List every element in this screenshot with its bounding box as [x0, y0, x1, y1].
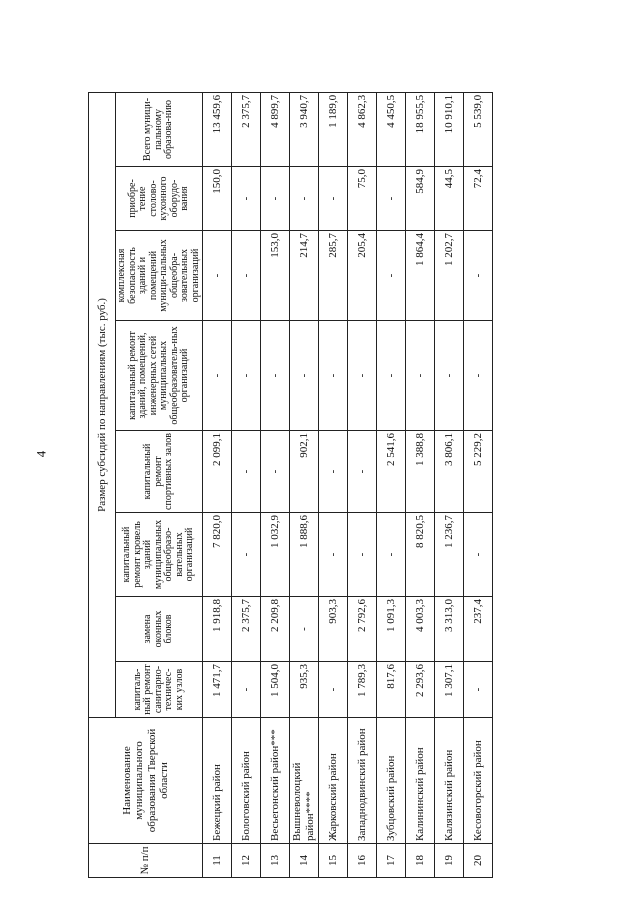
subsidy-value: 3 806,1: [435, 431, 464, 513]
subsidy-value: 3 313,0: [435, 597, 464, 662]
subsidy-value: 44,5: [435, 167, 464, 231]
subsidy-value: 2 375,7: [232, 597, 261, 662]
row-number: 18: [406, 844, 435, 878]
municipality-name: Весьегонский район***: [261, 718, 290, 844]
subsidy-value: 5 229,2: [464, 431, 493, 513]
subsidy-value: 1 888,6: [290, 513, 319, 597]
municipality-name: Западнодвинский район: [348, 718, 377, 844]
header-col-sanitary: капиталь-ный ремонт санитарно-техничес-ких узлов: [116, 662, 203, 718]
subsidy-value: -: [290, 597, 319, 662]
subsidy-value: -: [464, 662, 493, 718]
header-group: Размер субсидий по направлениям (тыс. руб.): [89, 92, 116, 717]
row-number: 15: [319, 844, 348, 878]
header-col-total: Всего муници-пальному образова-нию: [116, 92, 203, 166]
subsidy-value: -: [261, 321, 290, 431]
subsidy-value: 205,4: [348, 231, 377, 321]
subsidy-value: 817,6: [377, 662, 406, 718]
page-number: 4: [33, 450, 49, 458]
table-row: [290, 92, 319, 877]
municipality-name: Зубцовский район: [377, 718, 406, 844]
subsidy-value: -: [348, 513, 377, 597]
subsidy-value: -: [377, 321, 406, 431]
subsidy-value: 2 209,8: [261, 597, 290, 662]
subsidy-value: 902,1: [290, 431, 319, 513]
subsidy-value: -: [203, 321, 232, 431]
table-row: [203, 92, 232, 877]
subsidy-value: -: [348, 321, 377, 431]
subsidy-value: 72,4: [464, 167, 493, 231]
subsidy-value: 75,0: [348, 167, 377, 231]
subsidy-value: 1 388,8: [406, 431, 435, 513]
subsidy-value: -: [232, 167, 261, 231]
row-number: 13: [261, 844, 290, 878]
subsidy-value: -: [261, 167, 290, 231]
table-row: [435, 92, 464, 877]
subsidy-value: 1 504,0: [261, 662, 290, 718]
subsidy-value: -: [290, 321, 319, 431]
subsidy-value: 7 820,0: [203, 513, 232, 597]
subsidy-value: -: [464, 321, 493, 431]
municipality-name: Бологовский район: [232, 718, 261, 844]
subsidy-table: [88, 92, 493, 878]
row-total: 5 539,0: [464, 92, 493, 166]
table-row: [377, 92, 406, 877]
table-row: [232, 92, 261, 877]
row-number: 17: [377, 844, 406, 878]
table-row: [319, 92, 348, 877]
subsidy-value: -: [319, 167, 348, 231]
subsidy-value: 935,3: [290, 662, 319, 718]
row-number: 20: [464, 844, 493, 878]
table-row: [348, 92, 377, 877]
subsidy-value: 1 789,3: [348, 662, 377, 718]
subsidy-value: 1 202,7: [435, 231, 464, 321]
municipality-name: Жарковский район: [319, 718, 348, 844]
subsidy-value: 237,4: [464, 597, 493, 662]
subsidy-value: 584,9: [406, 167, 435, 231]
subsidy-value: -: [232, 231, 261, 321]
table-row: [464, 92, 493, 877]
subsidy-value: 214,7: [290, 231, 319, 321]
subsidy-value: 1 236,7: [435, 513, 464, 597]
subsidy-value: 2 293,6: [406, 662, 435, 718]
row-total: 13 459,6: [203, 92, 232, 166]
row-total: 4 899,7: [261, 92, 290, 166]
subsidy-value: -: [261, 431, 290, 513]
subsidy-value: -: [232, 431, 261, 513]
row-total: 3 940,7: [290, 92, 319, 166]
subsidy-value: 150,0: [203, 167, 232, 231]
subsidy-value: -: [203, 231, 232, 321]
subsidy-value: 2 792,6: [348, 597, 377, 662]
row-number: 12: [232, 844, 261, 878]
subsidy-value: 2 541,6: [377, 431, 406, 513]
subsidy-value: 1 471,7: [203, 662, 232, 718]
header-col-buildings: капитальный ремонт зданий, помещений, инженерных сетей муниципальных общеобразователь-ных организаций: [116, 321, 203, 431]
subsidy-value: -: [435, 321, 464, 431]
subsidy-value: -: [319, 431, 348, 513]
header-col-roofs: капитальный ремонт кровель зданий муниципальных общеобразо-вательных организаций: [116, 513, 203, 597]
row-number: 14: [290, 844, 319, 878]
subsidy-value: -: [348, 431, 377, 513]
row-total: 4 450,5: [377, 92, 406, 166]
header-col-security: комплексная безопасность зданий и помещений муници-пальных общеобра-зовательных организаций: [116, 231, 203, 321]
subsidy-value: -: [319, 513, 348, 597]
subsidy-value: -: [232, 513, 261, 597]
table-body: [203, 92, 493, 877]
subsidy-value: -: [290, 167, 319, 231]
subsidy-value: -: [232, 321, 261, 431]
municipality-name: Калязинский район: [435, 718, 464, 844]
row-number: 11: [203, 844, 232, 878]
municipality-name: Вышневолоцкий район****: [290, 718, 319, 844]
subsidy-value: -: [464, 231, 493, 321]
subsidy-value: -: [377, 231, 406, 321]
municipality-name: Калининский район: [406, 718, 435, 844]
row-number: 19: [435, 844, 464, 878]
subsidy-value: -: [464, 513, 493, 597]
subsidy-value: -: [319, 321, 348, 431]
table-row: [261, 92, 290, 877]
subsidy-value: 153,0: [261, 231, 290, 321]
subsidy-value: 285,7: [319, 231, 348, 321]
subsidy-value: 1 091,3: [377, 597, 406, 662]
header-col-kitchen: приобре-тение столово-кухонного оборудо-вания: [116, 167, 203, 231]
row-total: 1 189,0: [319, 92, 348, 166]
row-total: 4 862,3: [348, 92, 377, 166]
subsidy-value: 2 099,1: [203, 431, 232, 513]
subsidy-value: -: [377, 513, 406, 597]
subsidy-value: 903,3: [319, 597, 348, 662]
subsidy-value: 1 032,9: [261, 513, 290, 597]
subsidy-value: 1 307,1: [435, 662, 464, 718]
row-total: 10 910,1: [435, 92, 464, 166]
subsidy-value: 8 820,5: [406, 513, 435, 597]
subsidy-value: -: [319, 662, 348, 718]
row-total: 2 375,7: [232, 92, 261, 166]
header-num: № п/п: [89, 844, 203, 878]
table-row: [406, 92, 435, 877]
row-total: 18 955,5: [406, 92, 435, 166]
header-name: Наименование муниципального образования Тверской области: [89, 718, 203, 844]
subsidy-value: 1 918,8: [203, 597, 232, 662]
header-col-gyms: капитальный ремонт спортивных залов: [116, 431, 203, 513]
subsidy-value: 1 864,4: [406, 231, 435, 321]
municipality-name: Бежецкий район: [203, 718, 232, 844]
subsidy-value: 4 003,3: [406, 597, 435, 662]
subsidy-value: -: [377, 167, 406, 231]
subsidy-value: -: [232, 662, 261, 718]
subsidy-table-wrapper: [88, 93, 493, 878]
row-number: 16: [348, 844, 377, 878]
municipality-name: Кесовогорский район: [464, 718, 493, 844]
header-col-windows: замена оконных блоков: [116, 597, 203, 662]
subsidy-value: -: [406, 321, 435, 431]
